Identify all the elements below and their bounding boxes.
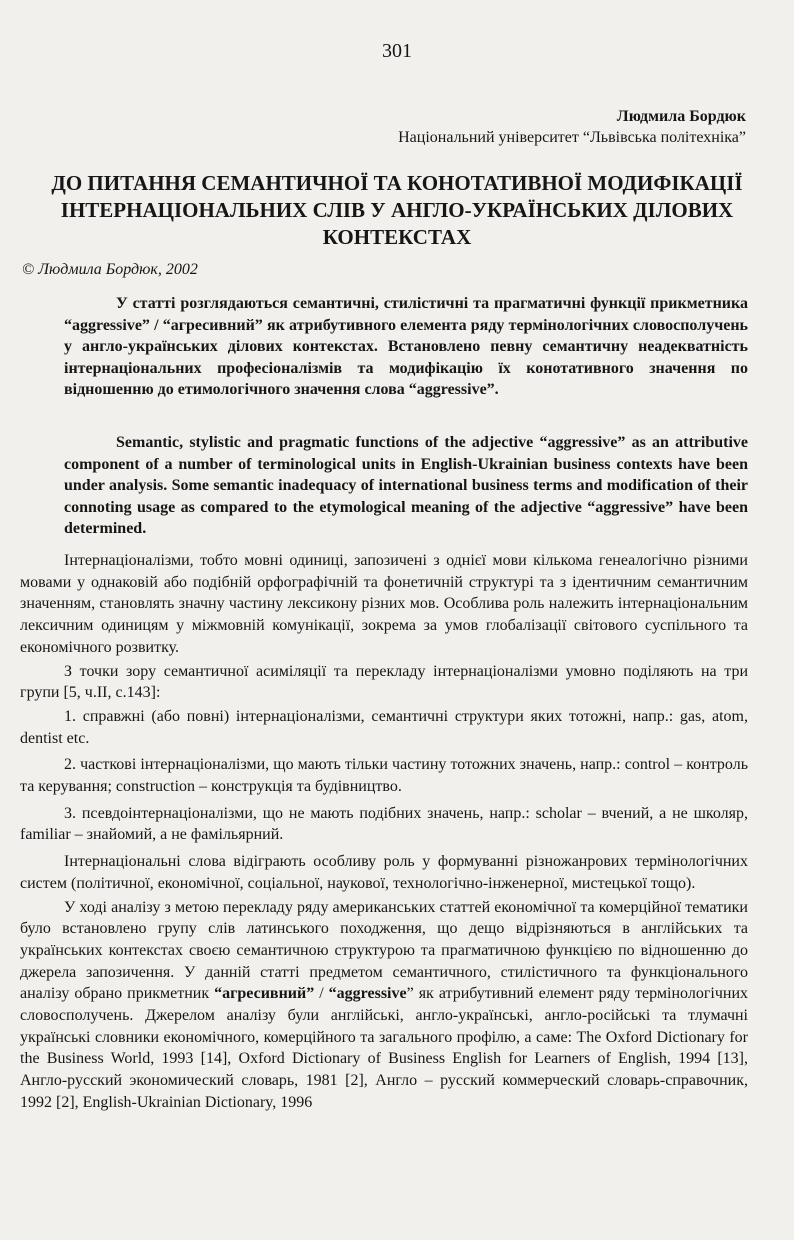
list-item: 2. часткові інтернаціоналізми, що мають тільки частину тотожних значень, напр.: control – контроль та керування; construction – конструкція та будівництво. <box>20 756 748 796</box>
copyright: © Людмила Бордюк, 2002 <box>22 261 198 278</box>
body-paragraph: Інтернаціоналізми, тобто мовні одиниці, запозичені з однієї мови кількома генеалогічно різними мовами у однаковій або подібній орфографічній та фонетичній структурі та з ідентичним семантичним значенням, становлять значну частину лексикону різних мов. Особлива роль належить інтернаціональним лексичним одиницям у міжмовній комунікації, зокрема за умов глобалізації світового суспільного та економічного розвитку. <box>20 552 748 656</box>
term-ukrainian: “агресивний” <box>214 985 315 1003</box>
body-paragraph: Інтернаціональні слова відіграють особливу роль у формуванні різножанрових термінологічних систем (політичної, економічної, соціальної, наукової, технологічно-інженерної, мистецької тощо). <box>20 853 748 892</box>
term-separator: / <box>314 985 329 1003</box>
list-item: 1. справжні (або повні) інтернаціоналізми, семантичні структури яких тотожні, напр.: gas, atom, dentist etc. <box>20 707 748 747</box>
author-block <box>398 106 746 148</box>
body-text: У ході аналізу з метою перекладу ряду американських статтей економічної та комерційної тематики було встановлено групу слів латинського походження, що дещо відрізняються в англійських та українських контекстах своєю семантичною структурою та прагматичною функцією по відношенню до джерела запозичення. У данній статті предметом семантичного, стилістичного та функціонального аналізу обрано прикметник <box>20 898 748 1003</box>
author-affiliation: Національний університет “Львівська політехніка” <box>398 129 746 146</box>
abstract-ukrainian: У статті розглядаються семантичні, стилістичні та прагматичні функції прикметника “aggressive” / “агресивний” як атрибутивного елемента ряду термінологічних словосполучень у англо-українських ділових контекстах. Встановлено певну семантичну неадекватність інтернаціональних професіоналізмів та модифікацію їх конотативного значення по відношенню до етимологічного значення слова “aggressive”. <box>64 295 748 398</box>
article-body <box>20 550 748 1116</box>
article-title: ДО ПИТАННЯ СЕМАНТИЧНОЇ ТА КОНОТАТИВНОЇ МОДИФІКАЦІЇ ІНТЕРНАЦІОНАЛЬНИХ СЛІВ У АНГЛО-УКРАЇНСЬКИХ ДІЛОВИХ КОНТЕКСТАХ <box>51 171 743 249</box>
page-number: 301 <box>382 40 412 62</box>
list-item: 3. псевдоінтернаціоналізми, що не мають подібних значень, напр.: scholar – вчений, а не школяр, familiar – знайомий, а не фамільярний. <box>20 804 748 844</box>
abstract-english: Semantic, stylistic and pragmatic functions of the adjective “aggressive” as an attributive component of a number of terminological units in English-Ukrainian business contexts have been under analysis. Some semantic inadequacy of international business terms and modification of their connoting usage as compared to the etymological meaning of the adjective “aggressive” have been determined. <box>64 434 748 537</box>
body-paragraph <box>20 897 748 1114</box>
body-text: ” як атрибутивний елемент ряду термінологічних словосполучень. Джерелом аналізу були англійські, англо-українські, англо-російські та тлумачні українські словники економічного, комерційного та загального профілю, а саме: The Oxford Dictionary for the Business World, 1993 [14], Oxford Dictionary of Business English for Learners of English, 1994 [13], Англо-русский экономический словарь, 1981 [2], Англо – русский коммерческий словарь-справочник, 1992 [2], English-Ukrainian Dictionary, 1996 <box>20 985 748 1111</box>
term-english: “aggressive <box>328 985 407 1003</box>
author-name: Людмила Бордюк <box>616 108 746 125</box>
body-paragraph: З точки зору семантичної асиміляції та перекладу інтернаціоналізми умовно поділяють на три групи [5, ч.II, с.143]: <box>20 662 748 702</box>
